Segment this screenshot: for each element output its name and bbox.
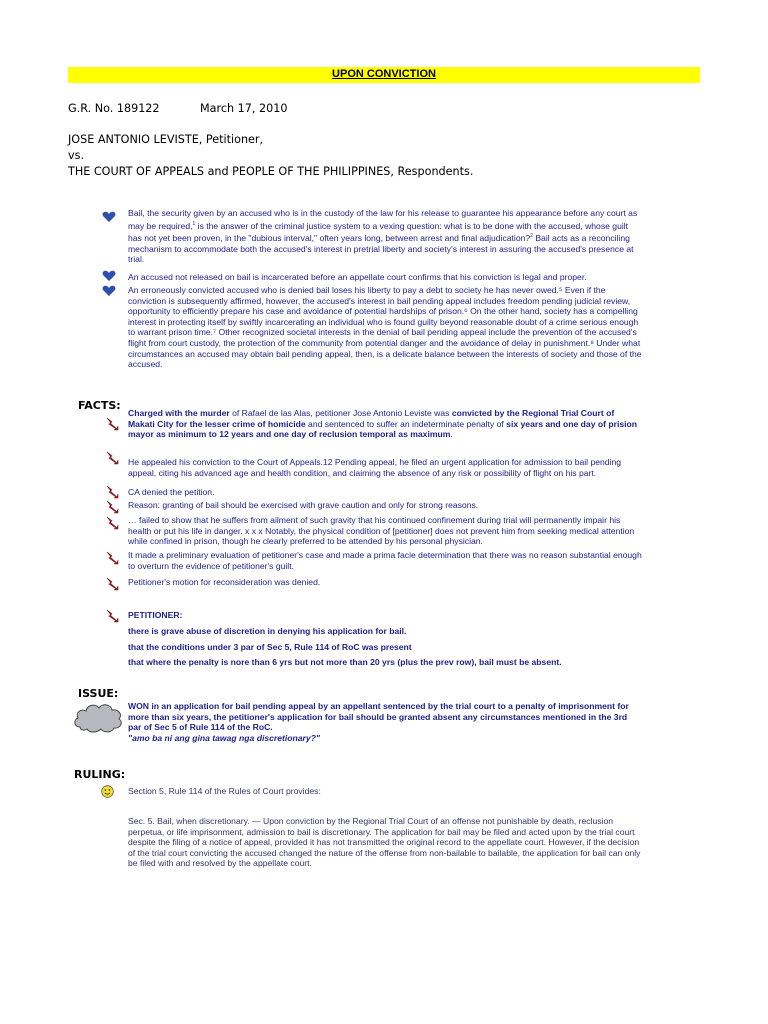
title-banner bbox=[68, 67, 700, 83]
heart-bullet-icon bbox=[102, 270, 116, 282]
intro-paragraph-3: An erroneously convicted accused who is denied bail loses his liberty to pay a debt to society he has never owed.⁵ Even if the conviction is subsequently affirmed, however, the accused's interest in bail pending appeal includes freedom pending judicial review, opportunity to efficiently prepare his case and avoidance of potential hardships of prison.⁶ On the other hand, society has a compelling interest in protecting itself by swiftly incarcerating an individual who is found guilty beyond reasonable doubt of a crime serious enough to warrant prison time.⁷ Other recognized societal interests in the denial of bail pending appeal include the prevention of the accused's flight from court custody, the protection of the community from potential danger and the avoidance of delay in punishment.⁸ Under what circumstances an accused may obtain bail pending appeal, then, is a delicate balance between the interests of society and those of the accused. bbox=[128, 285, 642, 370]
facts-heading: FACTS: bbox=[78, 399, 121, 412]
heart-bullet-icon bbox=[102, 211, 116, 223]
facts-paragraph-6: It made a preliminary evaluation of petitioner's case and made a prima facie determination that there was no reason substantial enough to overturn the evidence of petitioner's guilt. bbox=[128, 550, 642, 571]
petitioner-label: PETITIONER: bbox=[128, 610, 183, 620]
intro-paragraph-2: An accused not released on bail is incarcerated before an appellate court confirms that his conviction is legal and proper. bbox=[128, 272, 587, 282]
case-number: G.R. No. 189122 bbox=[68, 102, 160, 115]
ruling-heading: RULING: bbox=[74, 768, 126, 781]
petitioner-argument-3: that where the penalty is nore than 6 yrs but not more than 20 yrs (plus the prev row), bail must be absent. bbox=[128, 657, 562, 667]
lightning-bullet-icon bbox=[106, 551, 119, 565]
ruling-quote: Sec. 5. Bail, when discretionary. — Upon conviction by the Regional Trial Court of an offense not punishable by death, reclusion perpetua, or life imprisonment, admission to bail is discretionary. The application for bail may be filed and acted upon by the trial court despite the filing of a notice of appeal, provided it has not transmitted the original record to the appellate court. However, if the decision of the trial court convicting the accused changed the nature of the offense from non-bailable to bailable, the application for bail can only be filed with and resolved by the appellate court. bbox=[128, 816, 641, 869]
cloud-bullet-icon bbox=[72, 701, 124, 735]
lightning-bullet-icon bbox=[106, 609, 119, 623]
facts-paragraph-5: … failed to show that he suffers from ailment of such gravity that his continued confinement during trial will permanently impair his health or put his life in danger. x x x Notably, the physical condition of [petitioner] does not prevent him from seeking medical attention while confined in prison, though he clearly preferred to be attended by his personal physician. bbox=[128, 515, 635, 547]
facts-paragraph-2: He appealed his conviction to the Court of Appeals.12 Pending appeal, he filed an urgent application for admission to bail pending appeal, citing his advanced age and health condition, and claiming the absence of any risk or possibility of flight on his part. bbox=[128, 457, 622, 478]
smiley-bullet-icon bbox=[101, 785, 114, 798]
lightning-bullet-icon bbox=[106, 485, 119, 499]
petitioner-line: JOSE ANTONIO LEVISTE, Petitioner, bbox=[68, 133, 264, 146]
lightning-bullet-icon bbox=[106, 500, 119, 514]
petitioner-argument-2: that the conditions under 3 par of Sec 5, Rule 114 of RoC was present bbox=[128, 642, 412, 652]
lightning-bullet-icon bbox=[106, 516, 119, 530]
heart-bullet-icon bbox=[102, 285, 116, 297]
intro-paragraph-1: Bail, the security given by an accused who is in the custody of the law for his release to guarantee his appearance before any court as may be required,$^1$ is the answer of the criminal justice system to a vexing question: what is to be done with the accused, whose guilt has not yet been proven, in the "dubious interval," often years long, between arrest and final adjudication?$^2$ Bail acts as a reconciling mechanism to accommodate both the accused's interest in pretrial liberty and society's interest in assuring the accused's presence at trial. bbox=[128, 208, 638, 265]
issue-heading: ISSUE: bbox=[78, 687, 119, 700]
banner-title: UPON CONVICTION bbox=[332, 68, 436, 80]
petitioner-argument-1: there is grave abuse of discretion in denying his application for bail. bbox=[128, 626, 407, 636]
issue-text: WON in an application for bail pending appeal by an appellant sentenced by the trial court to a penalty of imprisonment for more than six years, the petitioner's application for bail should be granted absent any circumstances mentioned in the 3rd par of Sec 5 of Rule 114 of the RoC. "amo ba ni ang gina tawag nga discretionary?" bbox=[128, 701, 629, 743]
facts-paragraph-7: Petitioner's motion for reconsideration was denied. bbox=[128, 577, 321, 587]
lightning-bullet-icon bbox=[106, 451, 119, 465]
facts-paragraph-3: CA denied the petition. bbox=[128, 487, 215, 497]
lightning-bullet-icon bbox=[106, 577, 119, 591]
respondents-line: THE COURT OF APPEALS and PEOPLE OF THE PHILIPPINES, Respondents. bbox=[68, 165, 474, 178]
case-date: March 17, 2010 bbox=[200, 102, 288, 115]
facts-paragraph-4: Reason: granting of bail should be exercised with grave caution and only for strong reasons. bbox=[128, 500, 479, 510]
facts-paragraph-1: Charged with the murder of Rafael de las Alas, petitioner Jose Antonio Leviste was convicted by the Regional Trial Court of Makati City for the lesser crime of homicide and sentenced to suffer an indeterminate penalty of six years and one day of prision mayor as minimum to 12 years and one day of reclusion temporal as maximum. bbox=[128, 408, 638, 440]
ruling-intro: Section 5, Rule 114 of the Rules of Court provides: bbox=[128, 786, 321, 796]
lightning-bullet-icon bbox=[106, 417, 119, 431]
vs-line: vs. bbox=[68, 149, 85, 162]
